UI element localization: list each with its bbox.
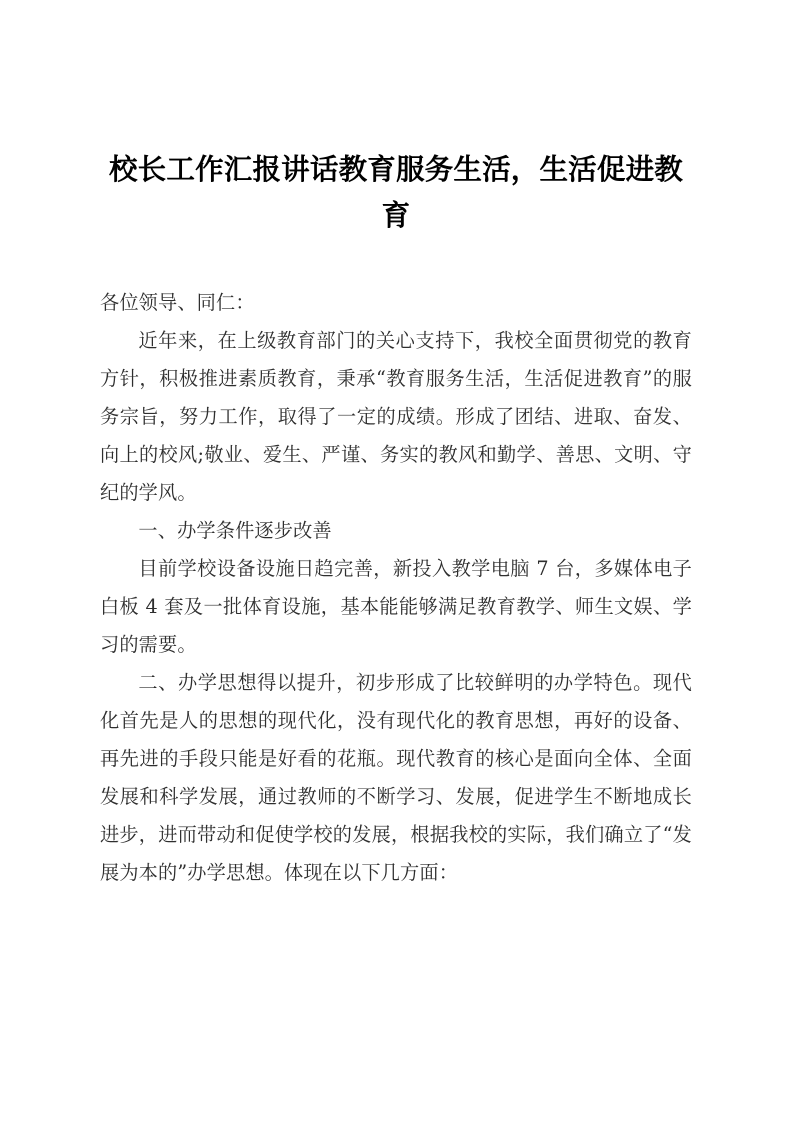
paragraph-section-2: 二、办学思想得以提升，初步形成了比较鲜明的办学特色。现代化首先是人的思想的现代化，没有现代化的教育思想，再好的设备、再先进的手段只能是好看的花瓶。现代教育的核心是面向全体、全面发展和科学发展，通过教师的不断学习、发展，促进学生不断地成长进步，进而带动和促使学校的发展，根据我校的实际，我们确立了“发展为本的”办学思想。体现在以下几方面： (100, 671, 692, 884)
section-heading-1: 一、办学条件逐步改善 (138, 519, 332, 542)
paragraph-section-1-body: 目前学校设备设施日趋完善，新投入教学电脑 7 台，多媒体电子白板 4 套及一批体育设施，基本能能够满足教育教学、师生文娱、学习的需要。 (100, 557, 692, 656)
document-body (100, 0, 692, 892)
paragraph-intro: 近年来，在上级教育部门的关心支持下，我校全面贯彻党的教育方针，积极推进素质教育，秉承“教育服务生活，生活促进教育”的服务宗旨，努力工作，取得了一定的成绩。形成了团结、进取、奋发、向上的校风;敬业、爱生、严谨、务实的教风和勤学、善思、文明、守纪的学风。 (100, 329, 692, 504)
salutation: 各位领导、同仁： (100, 291, 255, 314)
page-title: 校长工作汇报讲话教育服务生活，生活促进教育 (108, 155, 683, 232)
title-body-spacer (100, 240, 692, 284)
